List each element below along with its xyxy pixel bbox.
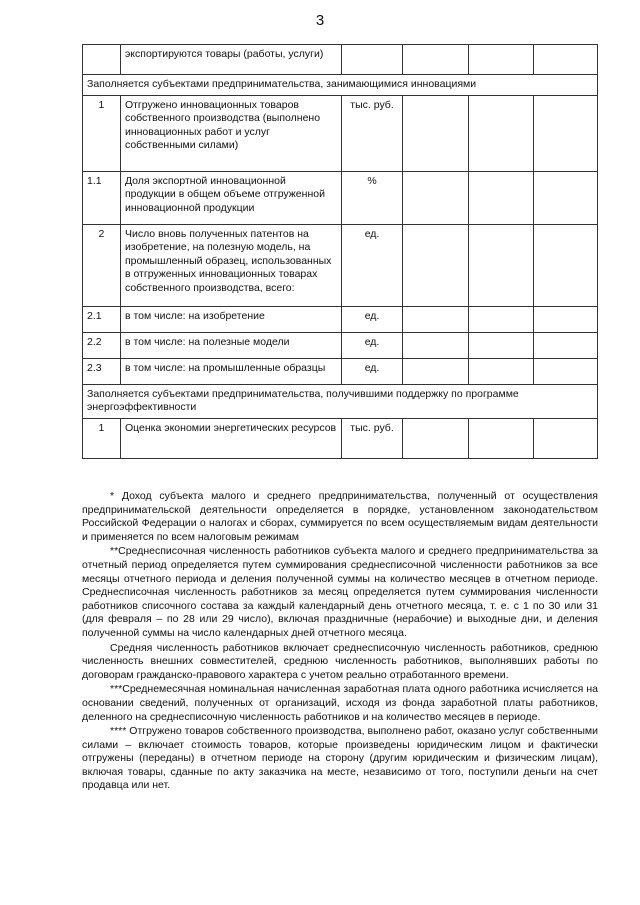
page-number: 3 (315, 12, 325, 29)
table-row (83, 224, 598, 306)
row-number-cell (83, 45, 121, 75)
row-name-cell: в том числе: на промышленные образцы (120, 358, 341, 384)
section-header-row (83, 75, 598, 96)
footnote-average-number: Средняя численность работников включает среднесписочную численность работников, среднюю численность внешних совместителей, среднюю численность работников, выполнявших работы по договорам гражданско-правового характера с учетом реально отработанного времени. (82, 641, 598, 681)
table-row (83, 358, 598, 384)
table-row (83, 306, 598, 332)
value-cell[interactable] (469, 95, 534, 171)
unit-cell: ед. (341, 332, 403, 358)
row-number-cell: 1 (83, 418, 121, 458)
value-cell[interactable] (469, 171, 534, 224)
value-cell[interactable] (403, 95, 469, 171)
value-cell[interactable] (469, 358, 534, 384)
value-cell[interactable] (403, 332, 469, 358)
value-cell[interactable] (403, 358, 469, 384)
value-cell[interactable] (469, 45, 534, 75)
value-cell[interactable] (403, 418, 469, 458)
unit-cell: ед. (341, 224, 403, 306)
value-cell[interactable] (403, 171, 469, 224)
row-number-cell: 1.1 (83, 171, 121, 224)
row-number-cell: 2.2 (83, 332, 121, 358)
footnote-income: * Доход субъекта малого и среднего предпринимательства, полученный от осуществления предпринимательской деятельности определяется в порядке, установленном законодательством Российской Федерации о налогах и сборах, суммируется по всем осуществляемым видам деятельности и применяется по всем налоговым режимам (82, 490, 598, 543)
table-row (83, 95, 598, 171)
footnote-shipped-goods: **** Отгружено товаров собственного производства, выполнено работ, оказано услуг собственными силами – включает стоимость товаров, которые произведены юридическим лицом и фактически отгружены (переданы) в отчетном периоде на сторону (другим юридическим и физическим лицам), включая товары, сданные по акту заказчика на месте, независимо от того, поступили деньги на счет продавца или нет. (82, 725, 598, 792)
value-cell[interactable] (534, 45, 598, 75)
value-cell[interactable] (534, 171, 598, 224)
value-cell[interactable] (469, 306, 534, 332)
footnotes (82, 490, 598, 794)
row-number-cell: 1 (83, 95, 121, 171)
value-cell[interactable] (534, 332, 598, 358)
indicators-table (82, 44, 598, 459)
unit-cell: % (341, 171, 403, 224)
row-name-cell: экспортируются товары (работы, услуги) (120, 45, 341, 75)
value-cell[interactable] (403, 306, 469, 332)
table-row (83, 171, 598, 224)
value-cell[interactable] (534, 306, 598, 332)
row-number-cell: 2 (83, 224, 121, 306)
table-row (83, 45, 598, 75)
row-number-cell: 2.1 (83, 306, 121, 332)
value-cell[interactable] (534, 418, 598, 458)
row-name-cell: Отгружено инновационных товаров собственного производства (выполнено инновационных работ и услуг собственными силами) (120, 95, 341, 171)
value-cell[interactable] (469, 418, 534, 458)
section-header-energy-efficiency: Заполняется субъектами предпринимательства, получившими поддержку по программе энергоэффективности (83, 384, 598, 418)
unit-cell: ед. (341, 306, 403, 332)
table-row (83, 418, 598, 458)
value-cell[interactable] (469, 224, 534, 306)
footnote-average-salary: ***Среднемесячная номинальная начисленная заработная плата одного работника исчисляется на основании сведений, полученных от организаций, исходя из фонда заработной платы работников, деленного на среднесписочную численность работников и на количество месяцев в периоде. (82, 683, 598, 723)
value-cell[interactable] (403, 224, 469, 306)
value-cell[interactable] (403, 45, 469, 75)
unit-cell (341, 45, 403, 75)
unit-cell: ед. (341, 358, 403, 384)
section-header-innovation: Заполняется субъектами предпринимательства, занимающимися инновациями (83, 75, 598, 96)
row-name-cell: в том числе: на полезные модели (120, 332, 341, 358)
row-name-cell: Оценка экономии энергетических ресурсов (120, 418, 341, 458)
row-name-cell: Доля экспортной инновационной продукции в общем объеме отгруженной инновационной продукции (120, 171, 341, 224)
footnote-average-headcount: **Среднесписочная численность работников субъекта малого и среднего предпринимательства за отчетный период определяется путем суммирования среднесписочной численности работников за все месяцы отчетного периода и деления полученной суммы на количество месяцев в отчетном периоде. Среднесписочная численность работников за месяц определяется путем суммирования численности работников списочного состава за каждый календарный день отчетного месяца, т. е. с 1 по 30 или 31 (для февраля – по 28 или 29 число), включая праздничные (нерабочие) и выходные дни, и деления полученной суммы на число календарных дней отчетного месяца. (82, 545, 598, 639)
row-name-cell: Число вновь полученных патентов на изобретение, на полезную модель, на промышленный образец, использованных в отгруженных инновационных товарах собственного производства, всего: (120, 224, 341, 306)
row-number-cell: 2.3 (83, 358, 121, 384)
value-cell[interactable] (534, 224, 598, 306)
section-header-row (83, 384, 598, 418)
row-name-cell: в том числе: на изобретение (120, 306, 341, 332)
table-row (83, 332, 598, 358)
unit-cell: тыс. руб. (341, 418, 403, 458)
value-cell[interactable] (469, 332, 534, 358)
value-cell[interactable] (534, 95, 598, 171)
value-cell[interactable] (534, 358, 598, 384)
unit-cell: тыс. руб. (341, 95, 403, 171)
